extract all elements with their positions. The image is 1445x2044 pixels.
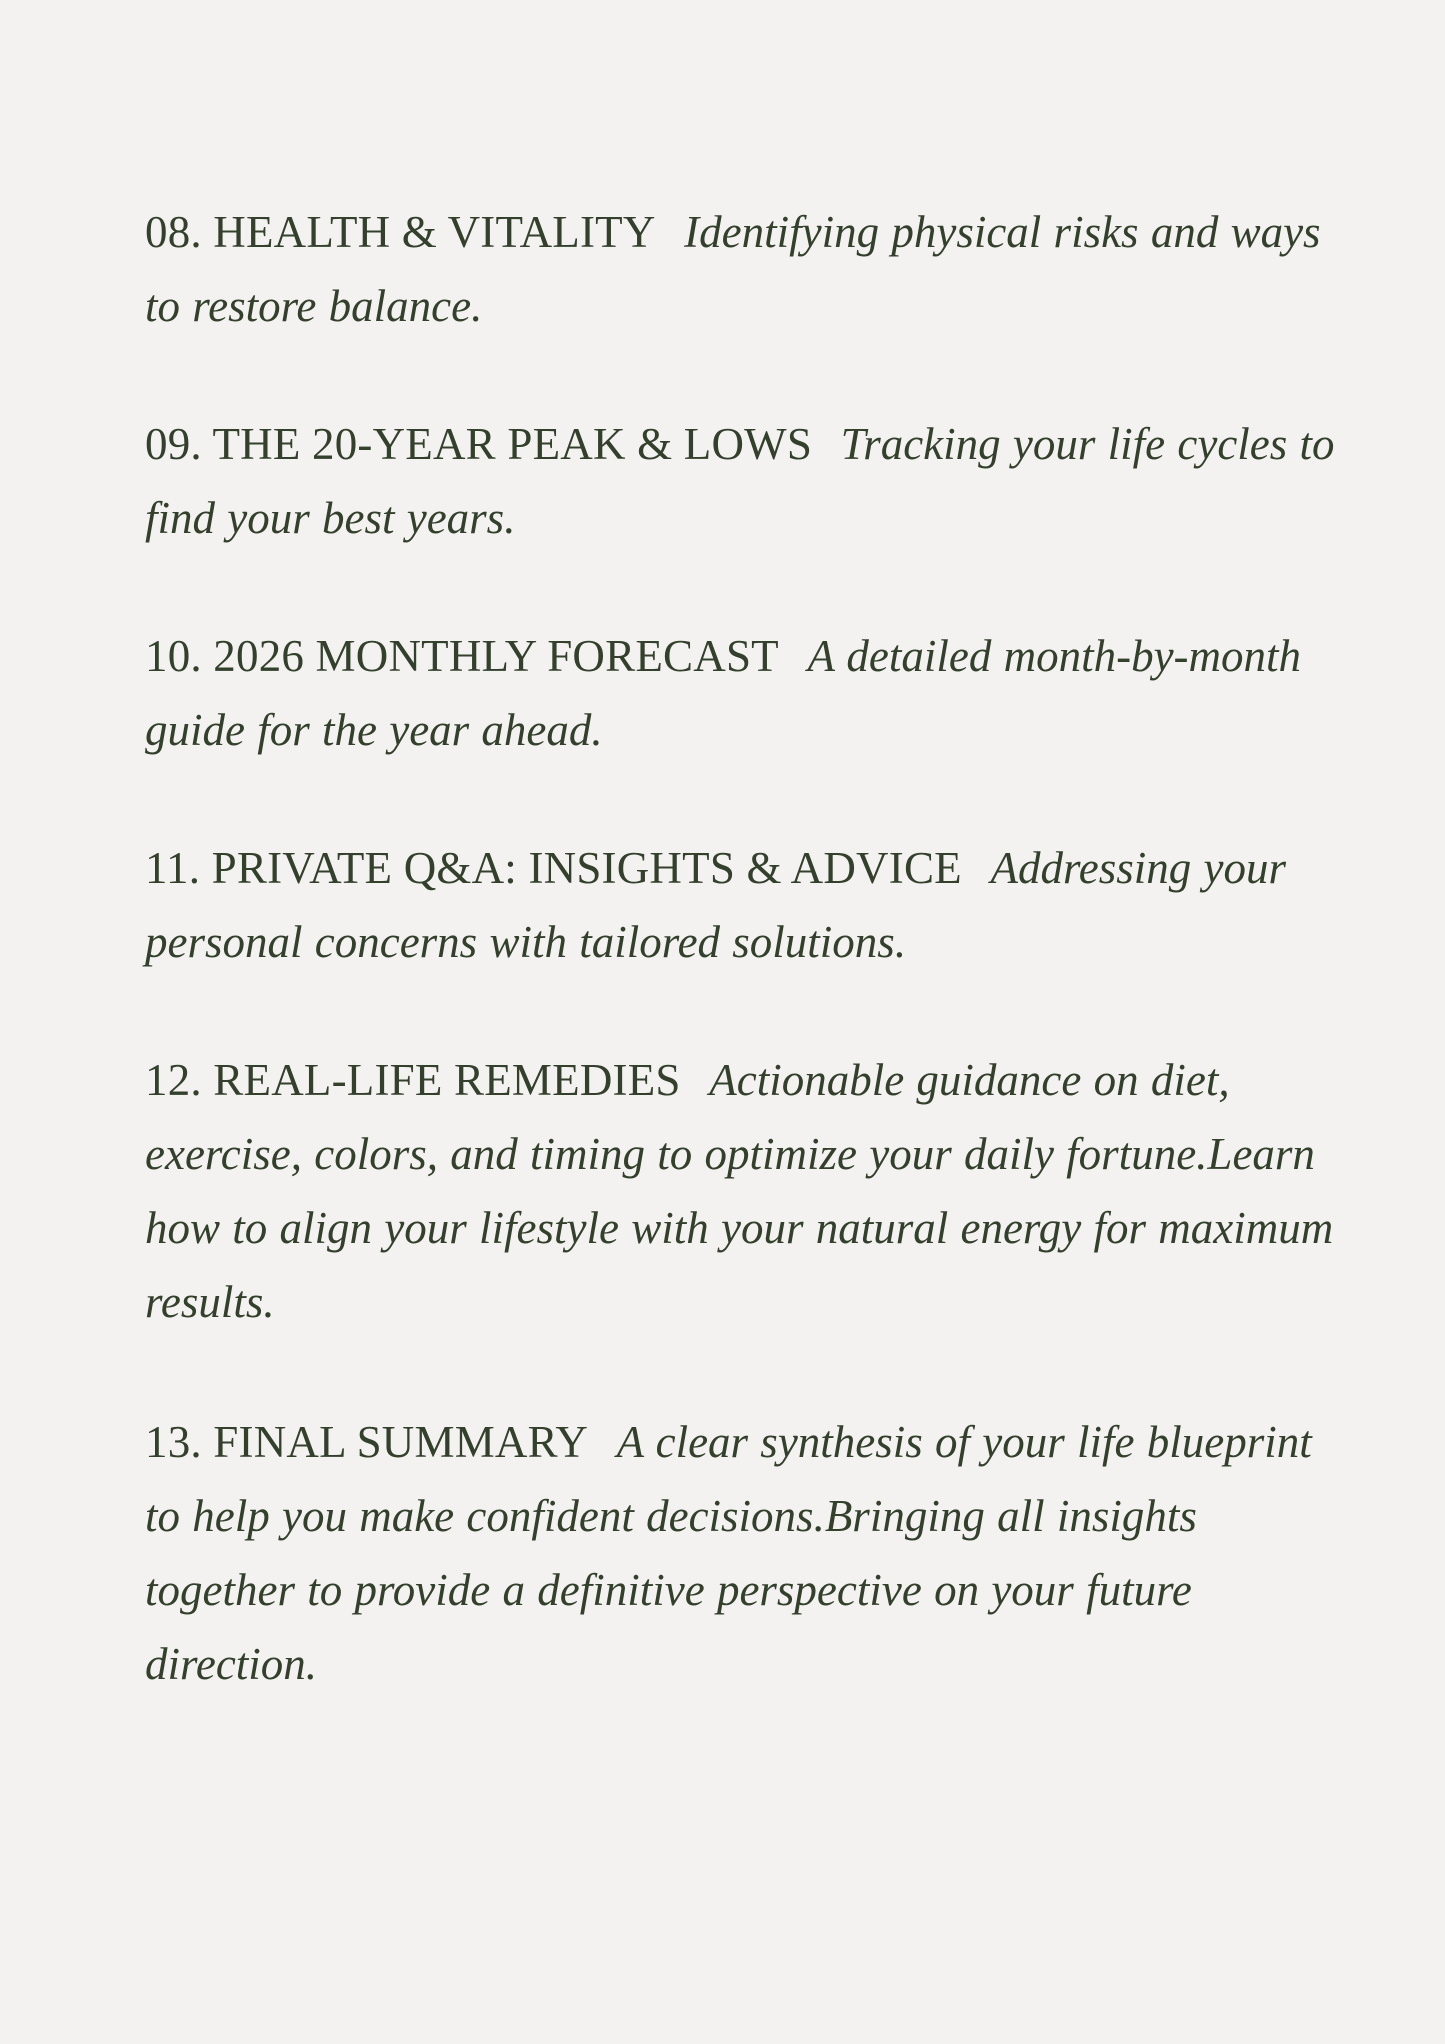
section-description: Actionable guidance on diet, exercise, colors, and timing to optimize your daily fortune.Learn how to align your lifestyle with your natural energy for maximum results. — [145, 1055, 1334, 1327]
section-description: Identifying physical risks and ways to restore balance. — [145, 207, 1321, 331]
section-monthly-forecast — [145, 619, 1345, 767]
section-title: 11. PRIVATE Q&A: INSIGHTS & ADVICE — [145, 843, 962, 893]
section-description: Addressing your personal concerns with tailored solutions. — [145, 843, 1287, 967]
section-title: 10. 2026 MONTHLY FORECAST — [145, 631, 779, 681]
document-page — [145, 195, 1345, 1765]
section-final-summary — [145, 1405, 1345, 1701]
section-private-qa — [145, 831, 1345, 979]
section-title: 13. FINAL SUMMARY — [145, 1417, 589, 1467]
section-health-vitality — [145, 195, 1345, 343]
section-description: A clear synthesis of your life blueprint to help you make confident decisions.Bringing all insights together to provide a definitive perspective on your future direction. — [145, 1417, 1312, 1689]
section-description: A detailed month-by-month guide for the year ahead. — [145, 631, 1302, 755]
section-description: Tracking your life cycles to find your best years. — [145, 419, 1335, 543]
section-peak-lows — [145, 407, 1345, 555]
section-title: 08. HEALTH & VITALITY — [145, 207, 656, 257]
section-title: 12. REAL-LIFE REMEDIES — [145, 1055, 681, 1105]
section-real-life-remedies — [145, 1043, 1345, 1339]
section-title: 09. THE 20-YEAR PEAK & LOWS — [145, 419, 813, 469]
